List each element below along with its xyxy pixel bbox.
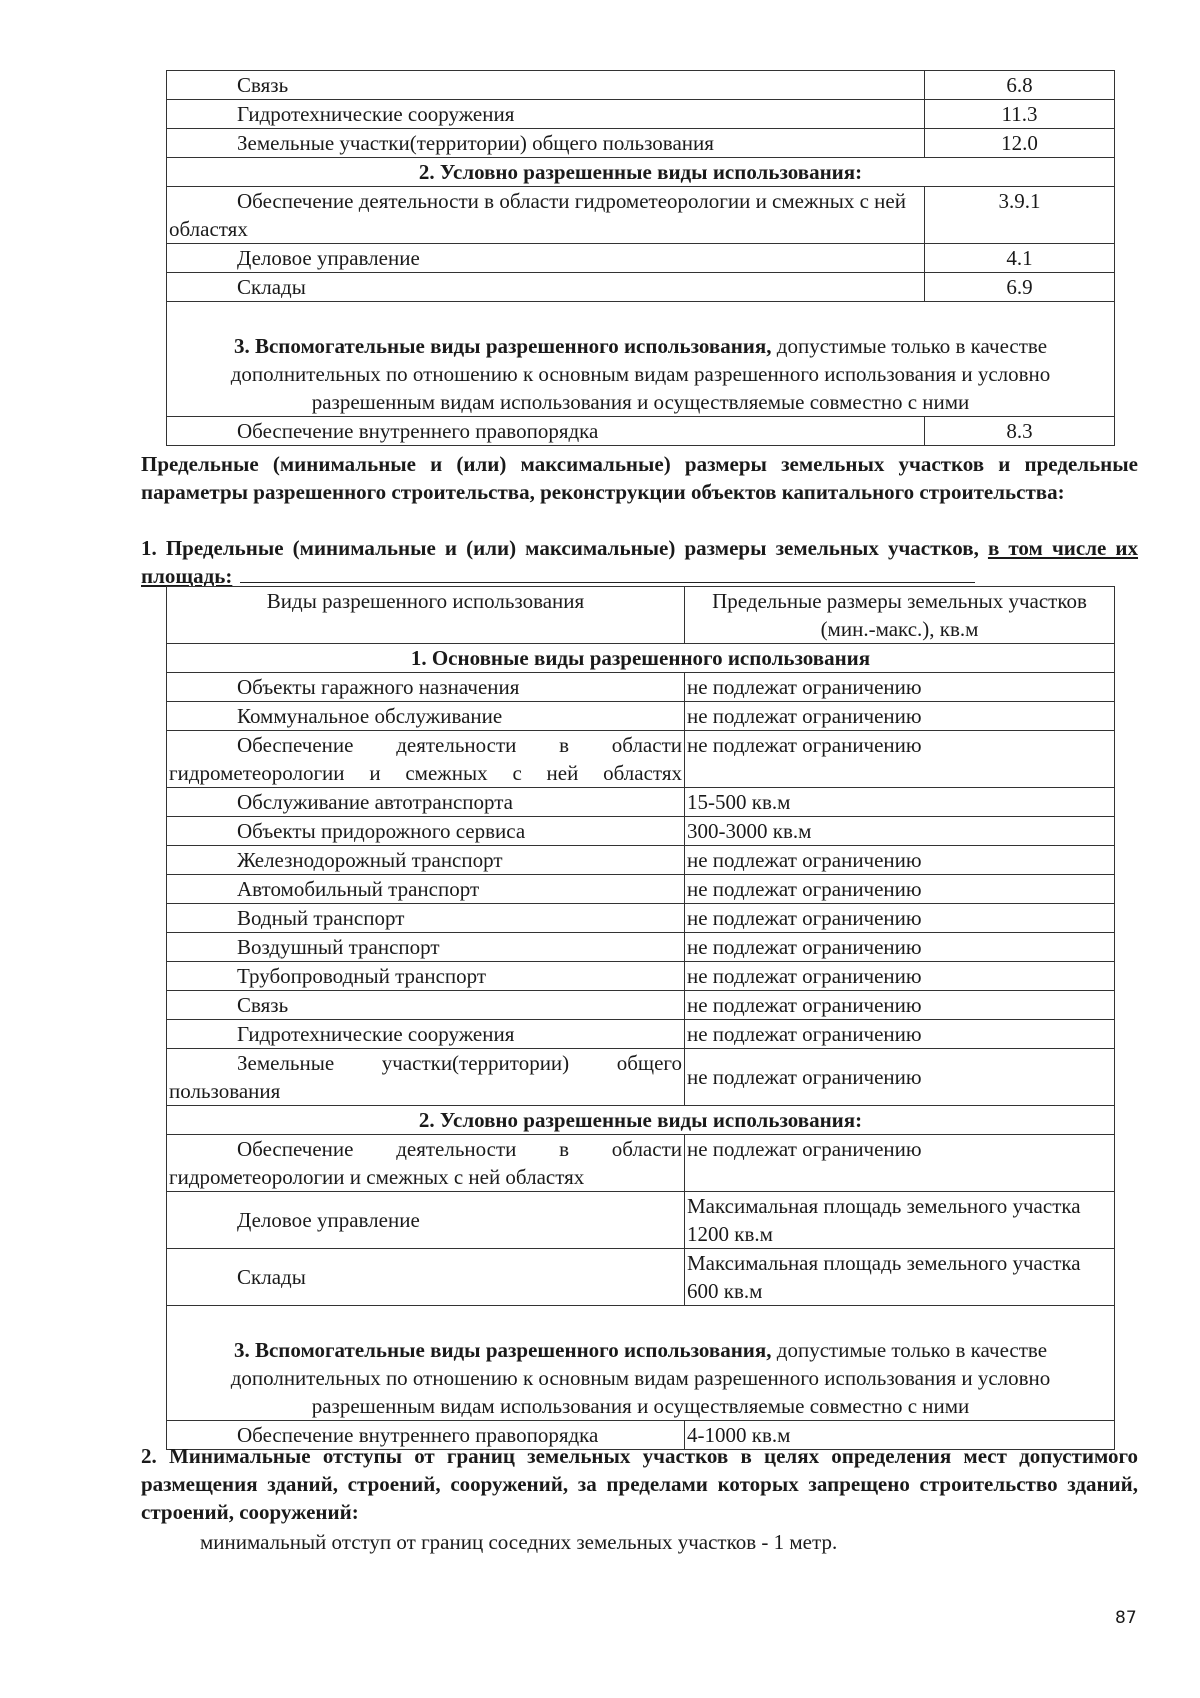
use-name: Связь (167, 991, 685, 1020)
use-name: Земельные участки(территории) общего пользования (167, 129, 925, 158)
use-name: Склады (167, 273, 925, 302)
table-row (167, 1135, 1115, 1192)
use-name: Деловое управление (167, 1192, 685, 1249)
use-name (167, 731, 685, 788)
table-land-plot-sizes (166, 586, 1114, 1450)
size-limit: не подлежат ограничению (685, 1020, 1115, 1049)
use-name: Обеспечение внутреннего правопорядка (167, 1421, 685, 1450)
size-limit: не подлежат ограничению (685, 1049, 1115, 1106)
table-row (167, 71, 1115, 100)
column-header-use: Виды разрешенного использования (167, 587, 685, 644)
table-permitted-uses-codes (166, 70, 1114, 446)
use-name: Склады (167, 1249, 685, 1306)
table-row (167, 991, 1115, 1020)
table-row (167, 187, 1115, 244)
use-name: Деловое управление (167, 244, 925, 273)
use-name: Автомобильный транспорт (167, 875, 685, 904)
table-row (167, 933, 1115, 962)
section-heading-row (167, 302, 1115, 417)
use-name: Земельные участки(территории) общего пользования (167, 1049, 685, 1106)
table-row (167, 1249, 1115, 1306)
section-heading-row (167, 1306, 1115, 1421)
table-row (167, 702, 1115, 731)
limits-intro-heading: Предельные (минимальные и (или) максимальные) размеры земельных участков и предельные параметры разрешенного строительства, реконструкции объектов капитального строительства: (141, 452, 1138, 504)
use-name: Обслуживание автотранспорта (167, 788, 685, 817)
section-heading: 2. Условно разрешенные виды использования: (167, 1106, 1115, 1135)
use-name: Воздушный транспорт (167, 933, 685, 962)
page-number: 87 (1115, 1608, 1137, 1628)
use-code: 4.1 (925, 244, 1115, 273)
size-limit: не подлежат ограничению (685, 731, 1115, 788)
use-name: Трубопроводный транспорт (167, 962, 685, 991)
size-limit: 4-1000 кв.м (685, 1421, 1115, 1450)
use-code: 12.0 (925, 129, 1115, 158)
setback-heading: 2. Минимальные отступы от границ земельных участков в целях определения мест допустимого размещения зданий, строений, сооружений, за пределами которых запрещено строительство зданий, строений, сооружений: (141, 1444, 1138, 1524)
size-limit: не подлежат ограничению (685, 846, 1115, 875)
use-name: Водный транспорт (167, 904, 685, 933)
table-row (167, 244, 1115, 273)
table-row (167, 817, 1115, 846)
size-limit: 15-500 кв.м (685, 788, 1115, 817)
table-row (167, 673, 1115, 702)
table-row (167, 1020, 1115, 1049)
use-name: Объекты придорожного сервиса (167, 817, 685, 846)
use-name: Гидротехнические сооружения (167, 1020, 685, 1049)
table-row (167, 1049, 1115, 1106)
use-name: Обеспечение деятельности в области гидрометеорологии и смежных с ней областях (167, 1135, 685, 1192)
section-heading (167, 302, 1115, 417)
size-limit: не подлежат ограничению (685, 991, 1115, 1020)
use-code: 3.9.1 (925, 187, 1115, 244)
use-name: Обеспечение деятельности в области гидрометеорологии и смежных с ней областях (167, 187, 925, 244)
use-name: Коммунальное обслуживание (167, 702, 685, 731)
section-heading-bold: 3. Вспомогательные виды разрешенного использования, (233, 334, 772, 358)
table-row (167, 875, 1115, 904)
use-name: Обеспечение внутреннего правопорядка (167, 417, 925, 446)
use-name: Гидротехнические сооружения (167, 100, 925, 129)
section-heading (167, 1306, 1115, 1421)
size-limit: 300-3000 кв.м (685, 817, 1115, 846)
land-plot-size-heading-main: 1. Предельные (минимальные и (или) максимальные) размеры земельных участков, (141, 536, 979, 560)
use-code: 6.9 (925, 273, 1115, 302)
section-heading-row (167, 158, 1115, 187)
section-heading-row (167, 644, 1115, 673)
size-limit: не подлежат ограничению (685, 904, 1115, 933)
table-row (167, 904, 1115, 933)
size-limit: Максимальная площадь земельного участка 1200 кв.м (685, 1192, 1115, 1249)
column-header-size: Предельные размеры земельных участков (мин.-макс.), кв.м (685, 587, 1115, 644)
table-row (167, 731, 1115, 788)
section-heading-text: допустимые только в качестве дополнительных по отношению к основным видам разрешенного использования и условно разрешенным видам использования и осуществляемые совместно с ними (230, 334, 1051, 414)
use-name: Связь (167, 71, 925, 100)
size-limit: не подлежат ограничению (685, 933, 1115, 962)
size-limit: не подлежат ограничению (685, 702, 1115, 731)
table-row (167, 417, 1115, 446)
table-row (167, 1192, 1115, 1249)
size-limit: не подлежат ограничению (685, 962, 1115, 991)
use-code: 8.3 (925, 417, 1115, 446)
table-row (167, 129, 1115, 158)
table-row (167, 788, 1115, 817)
use-code: 6.8 (925, 71, 1115, 100)
use-name: Железнодорожный транспорт (167, 846, 685, 875)
size-limit: не подлежат ограничению (685, 1135, 1115, 1192)
blank-underline (240, 562, 975, 583)
table-header-row (167, 587, 1115, 644)
use-name-text: Обеспечение деятельности в области гидрометеорологии и смежных с ней областях (169, 733, 682, 785)
section-heading: 1. Основные виды разрешенного использования (167, 644, 1115, 673)
land-plot-size-heading-underlined: в том числе их площадь: (141, 536, 1139, 588)
section-heading-bold: 3. Вспомогательные виды разрешенного использования, (233, 1338, 772, 1362)
section-heading-row (167, 1106, 1115, 1135)
table-row (167, 962, 1115, 991)
table-row (167, 846, 1115, 875)
setback-note: минимальный отступ от границ соседних земельных участков - 1 метр. (200, 1530, 838, 1554)
table-row (167, 100, 1115, 129)
use-name: Объекты гаражного назначения (167, 673, 685, 702)
use-code: 11.3 (925, 100, 1115, 129)
table-row (167, 273, 1115, 302)
land-plot-size-heading (141, 534, 1138, 590)
section-heading: 2. Условно разрешенные виды использования: (167, 158, 1115, 187)
size-limit: не подлежат ограничению (685, 673, 1115, 702)
section-heading-text: допустимые только в качестве дополнительных по отношению к основным видам разрешенного использования и условно разрешенным видам использования и осуществляемые совместно с ними (230, 1338, 1051, 1418)
size-limit: Максимальная площадь земельного участка 600 кв.м (685, 1249, 1115, 1306)
size-limit: не подлежат ограничению (685, 875, 1115, 904)
